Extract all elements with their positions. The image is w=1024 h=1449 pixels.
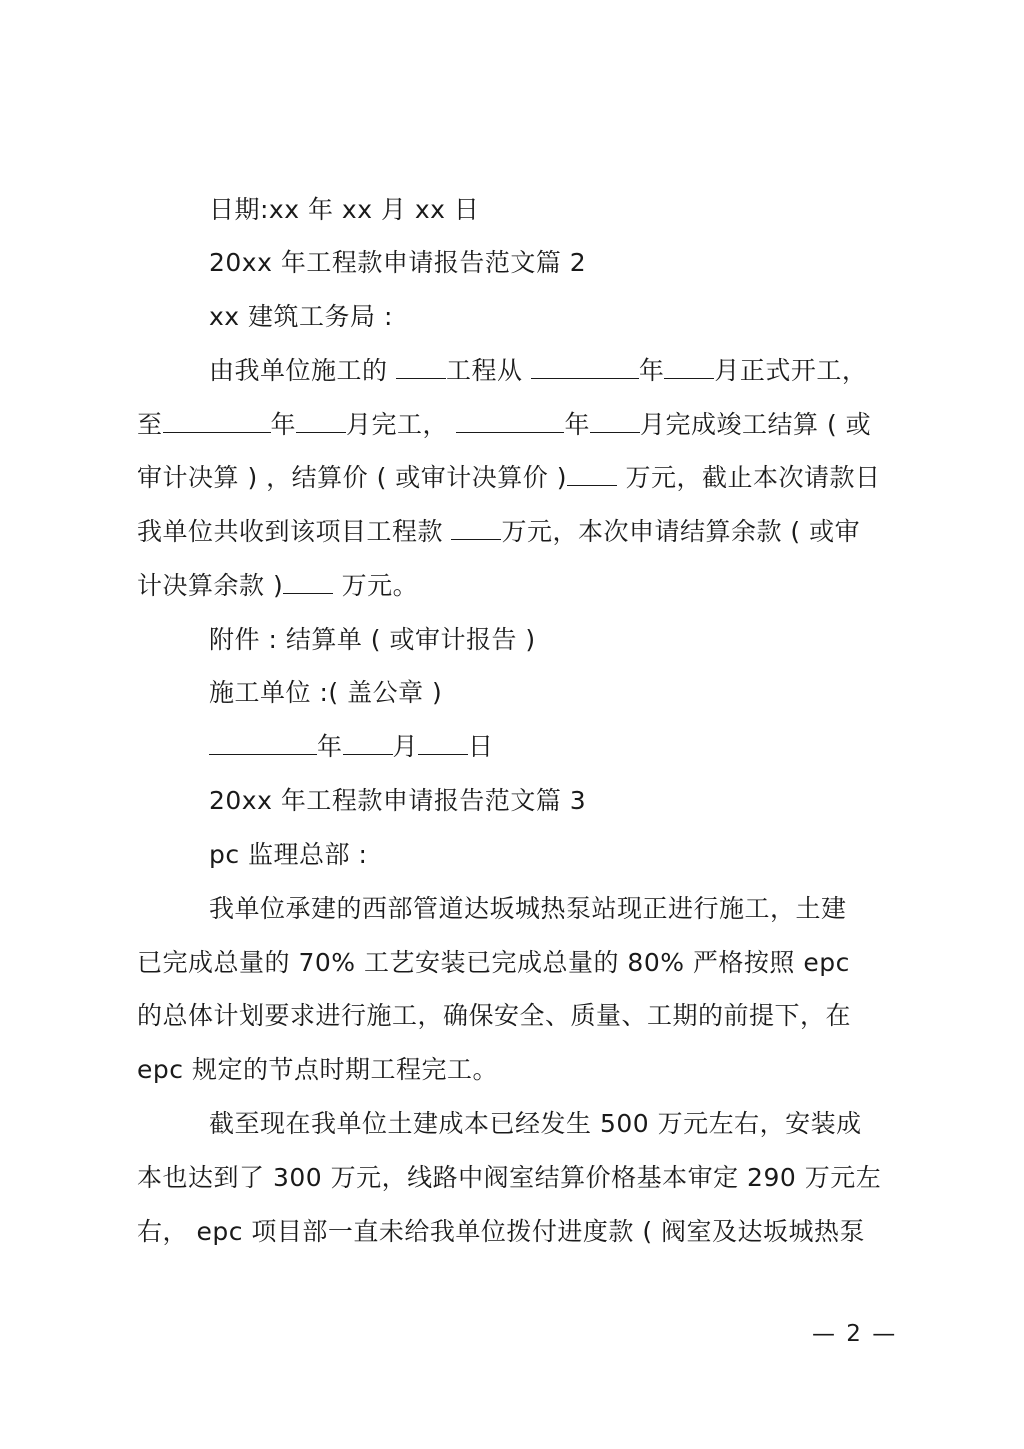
construction-unit-line: 施工单位 :( 盖公章 ) <box>209 678 443 707</box>
fill-blank <box>590 410 640 433</box>
page-number: — 2 — <box>812 1321 898 1347</box>
section-3-title: 20xx 年工程款申请报告范文篇 3 <box>209 786 587 815</box>
fill-blank <box>567 463 617 486</box>
section-2-paragraph-line-3: 审计决算 ) ，结算价 ( 或审计决算价 ) 万元，截止本次请款日 <box>137 463 881 492</box>
signature-date-line: 年 月 日 <box>209 732 494 762</box>
fill-blank <box>296 410 346 433</box>
attachment-line: 附件 : 结算单 ( 或审计报告 ) <box>209 625 536 654</box>
section-3-paragraph-1-line-2: 已完成总量的 70% 工艺安装已完成总量的 80% 严格按照 epc <box>137 948 850 977</box>
section-3-paragraph-2-line-3: 右， epc 项目部一直未给我单位拨付进度款 ( 阀室及达坂城热泵 <box>137 1217 866 1246</box>
fill-blank <box>664 356 714 379</box>
date-line: 日期:xx 年 xx 月 xx 日 <box>209 195 480 224</box>
section-3-paragraph-1-line-3: 的总体计划要求进行施工，确保安全、质量、工期的前提下，在 <box>137 1001 852 1030</box>
fill-blank <box>343 732 393 755</box>
section-2-paragraph-line-5: 计决算余款 ) 万元。 <box>137 571 419 600</box>
fill-blank <box>418 732 468 755</box>
fill-blank <box>456 410 564 433</box>
section-3-addressee: pc 监理总部 : <box>209 840 368 869</box>
fill-blank <box>163 410 271 433</box>
fill-blank <box>531 356 639 379</box>
section-3-paragraph-2-line-1: 截至现在我单位土建成本已经发生 500 万元左右，安装成 <box>209 1109 862 1138</box>
fill-blank <box>209 732 317 755</box>
section-2-title: 20xx 年工程款申请报告范文篇 2 <box>209 248 587 277</box>
section-2-paragraph-line-4: 我单位共收到该项目工程款 万元，本次申请结算余款 ( 或审 <box>137 517 861 546</box>
section-3-paragraph-1-line-1: 我单位承建的西部管道达坂城热泵站现正进行施工，土建 <box>209 894 847 923</box>
section-2-paragraph-line-1: 由我单位施工的 工程从 年 月正式开工， <box>209 356 868 385</box>
section-2-paragraph-line-2: 至 年 月完工， 年 月完成竣工结算 ( 或 <box>137 410 872 439</box>
section-2-addressee: xx 建筑工务局 : <box>209 302 393 331</box>
section-3-paragraph-2-line-2: 本也达到了 300 万元，线路中阀室结算价格基本审定 290 万元左 <box>137 1163 882 1192</box>
fill-blank <box>283 571 333 594</box>
fill-blank <box>451 517 501 540</box>
fill-blank <box>396 356 446 379</box>
section-3-paragraph-1-line-4: epc 规定的节点时期工程完工。 <box>137 1055 498 1084</box>
